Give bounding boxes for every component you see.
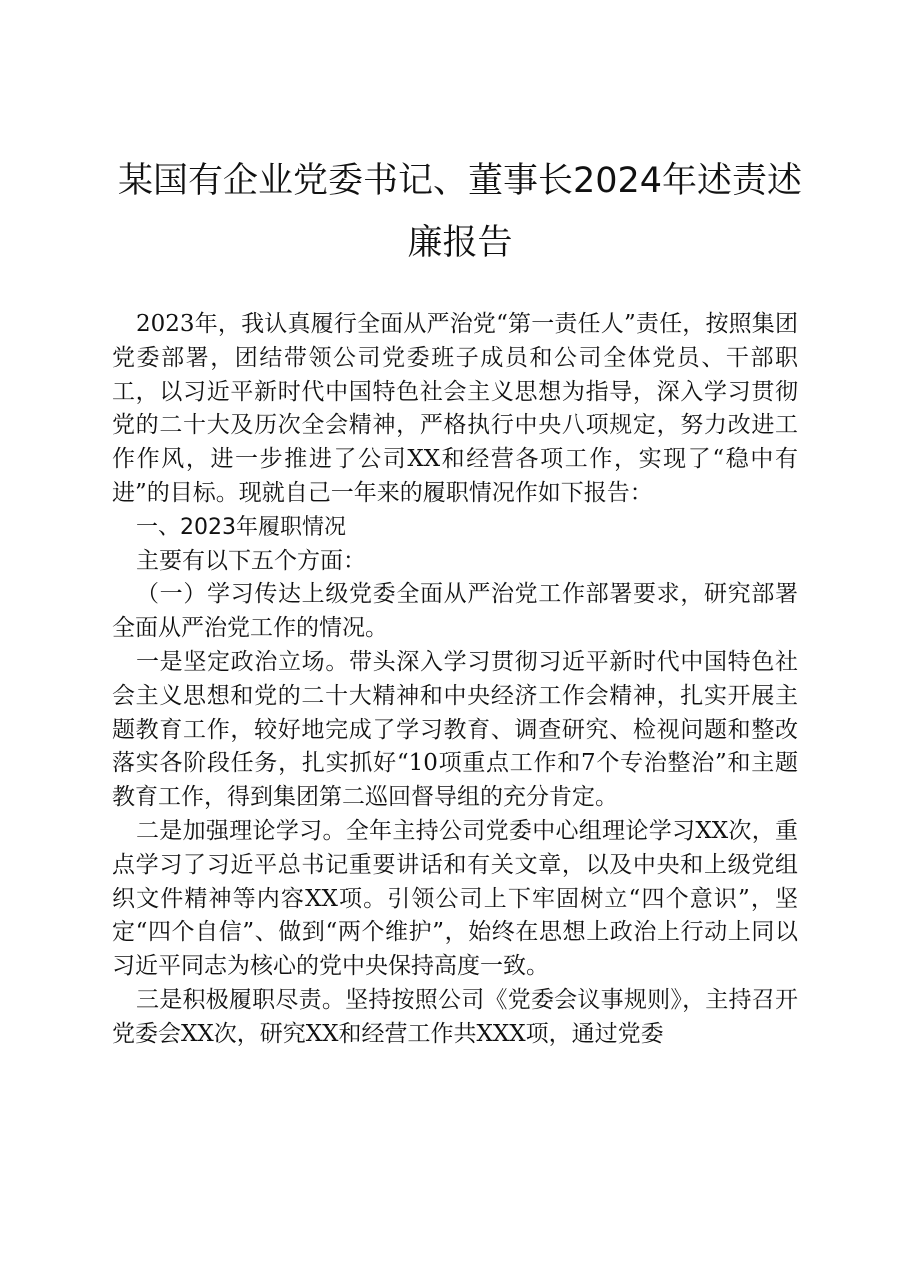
subsection-heading-1: （一）学习传达上级党委全面从严治党工作部署要求，研究部署全面从严治党工作的情况。	[112, 581, 798, 642]
section-lead-paragraph: 主要有以下五个方面：	[136, 547, 366, 574]
point-paragraph-1: 一是坚定政治立场。带头深入学习贯彻习近平新时代中国特色社会主义思想和党的二十大精神和中央经济工作会精神，扎实开展主题教育工作，较好地完成了学习教育、调查研究、检视问题和整改落实各阶段任务，扎实抓好“10项重点工作和7个专治整治”和主题教育工作，得到集团第二巡回督导组的充分肯定。	[112, 648, 798, 811]
intro-paragraph: 2023年，我认真履行全面从严治党“第一责任人”责任，按照集团党委部署，团结带领公司党委班子成员和公司全体党员、干部职工，以习近平新时代中国特色社会主义思想为指导，深入学习贯彻党的二十大及历次全会精神，严格执行中央八项规定，努力改进工作作风，进一步推进了公司XX和经营各项工作，实现了“稳中有进”的目标。现就自己一年来的履职情况作如下报告：	[112, 311, 798, 506]
document-body	[112, 308, 798, 1052]
point-paragraph-2: 二是加强理论学习。全年主持公司党委中心组理论学习XX次，重点学习了习近平总书记重要讲话和有关文章，以及中央和上级党组织文件精神等内容XX项。引领公司上下牢固树立“四个意识”，坚定“四个自信”、做到“两个维护”，始终在思想上政治上行动上同以习近平同志为核心的党中央保持高度一致。	[112, 817, 798, 980]
section-heading-1: 一、2023年履职情况	[136, 514, 346, 540]
point-paragraph-3: 三是积极履职尽责。坚持按照公司《党委会议事规则》，主持召开党委会XX次，研究XX和经营工作共XXX项，通过党委	[112, 986, 798, 1047]
document-title: 某国有企业党委书记、董事长2024年述责述廉报告	[117, 161, 803, 263]
